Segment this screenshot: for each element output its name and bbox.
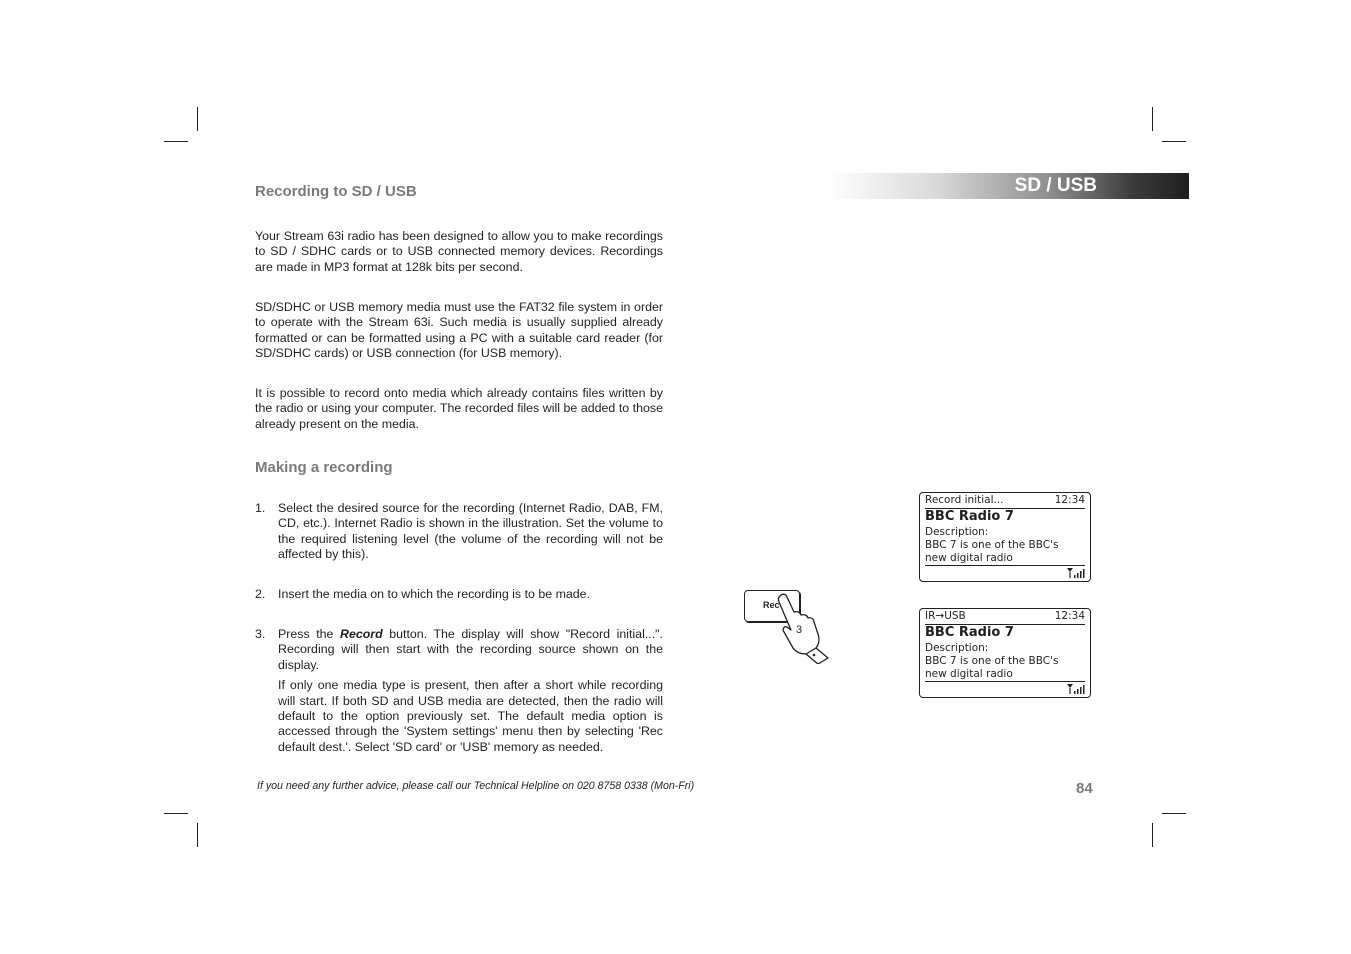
crop-mark xyxy=(197,823,198,847)
crop-mark xyxy=(1162,141,1186,142)
page-number: 84 xyxy=(1076,780,1093,797)
paragraph-fat32: SD/SDHC or USB memory media must use the FAT32 file system in order to operate with the Stream 63i. Such media is usually supplied already formatted or can be formatted using a PC with a suitable card reader (for SD/SDHC cards) or USB connection (for USB memory). xyxy=(255,300,663,361)
section-banner-title: SD / USB xyxy=(1014,175,1097,196)
signal-strength-icon xyxy=(1067,567,1085,579)
lcd-display-ir-to-usb xyxy=(919,608,1091,698)
step-text-extra: If only one media type is present, then after a short while recording will start. If both SD and USB media are detected, then the radio will default to the option previously set. The default media option is accessed through the 'System settings' menu then by selecting 'Rec default dest.'. Select 'SD card' or 'USB' memory as needed. xyxy=(278,678,663,754)
step-1 xyxy=(255,501,663,563)
record-button-name: Record xyxy=(340,627,383,641)
step-2 xyxy=(255,587,663,602)
paragraph-existing-files: It is possible to record onto media which already contains files written by the radio or using your computer. The recorded files will be added to those already present on the media. xyxy=(255,386,663,431)
signal-strength-icon xyxy=(1067,683,1085,695)
footer-helpline: If you need any further advice, please call our Technical Helpline on 020 8758 0338 (Mon-Fri) xyxy=(257,780,695,792)
step-number: 1. xyxy=(255,501,266,515)
step-text: Select the desired source for the recording (Internet Radio, DAB, FM, CD, etc.). Internet Radio is shown in the illustration. Set the volume to the required listening level (the volume of the recording will not be affected by this). xyxy=(278,501,663,562)
lcd-station-name: BBC Radio 7 xyxy=(925,509,1014,524)
lcd-station-name: BBC Radio 7 xyxy=(925,625,1014,640)
crop-mark xyxy=(1162,813,1186,814)
heading-making-a-recording: Making a recording xyxy=(255,459,393,476)
heading-recording-to-sd-usb: Recording to SD / USB xyxy=(255,183,417,200)
lcd-display-record-initial xyxy=(919,492,1091,582)
lcd-clock: 12:34 xyxy=(1054,494,1085,506)
lcd-line: BBC 7 is one of the BBC's xyxy=(925,539,1059,551)
step-marker: 3 xyxy=(796,624,803,636)
crop-mark xyxy=(164,141,188,142)
paragraph-intro: Your Stream 63i radio has been designed to allow you to make recordings to SD / SDHC cards or to USB connected memory devices. Recordings are made in MP3 format at 128k bits per second. xyxy=(255,229,663,274)
lcd-bottom-bar xyxy=(925,681,1085,682)
section-banner xyxy=(828,173,1189,199)
crop-mark xyxy=(1152,107,1153,131)
lcd-line: BBC 7 is one of the BBC's xyxy=(925,655,1059,667)
step-number: 3. xyxy=(255,627,266,641)
lcd-line: new digital radio xyxy=(925,552,1013,564)
lcd-bottom-bar xyxy=(925,565,1085,566)
step-3 xyxy=(255,627,663,755)
crop-mark xyxy=(164,813,188,814)
lcd-line: Description: xyxy=(925,526,989,538)
crop-mark xyxy=(197,107,198,131)
step-text: Insert the media on to which the recording is to be made. xyxy=(278,587,591,601)
step-text-part: Press the xyxy=(278,627,340,641)
step-text-part: button. The display will show "Record initial...". Recording will then start with the recording source shown on the display. xyxy=(278,627,663,672)
lcd-status-bar xyxy=(925,610,1085,625)
crop-mark xyxy=(1152,823,1153,847)
lcd-line: Description: xyxy=(925,642,989,654)
lcd-status-bar xyxy=(925,494,1085,509)
pointing-hand-icon xyxy=(770,592,832,664)
lcd-line: new digital radio xyxy=(925,668,1013,680)
lcd-status-text: IR→USB xyxy=(925,610,966,622)
lcd-status-text: Record initial... xyxy=(925,494,1004,506)
lcd-clock: 12:34 xyxy=(1054,610,1085,622)
step-number: 2. xyxy=(255,587,266,601)
step-text xyxy=(278,627,663,673)
rec-button-label: Rec xyxy=(763,600,780,610)
